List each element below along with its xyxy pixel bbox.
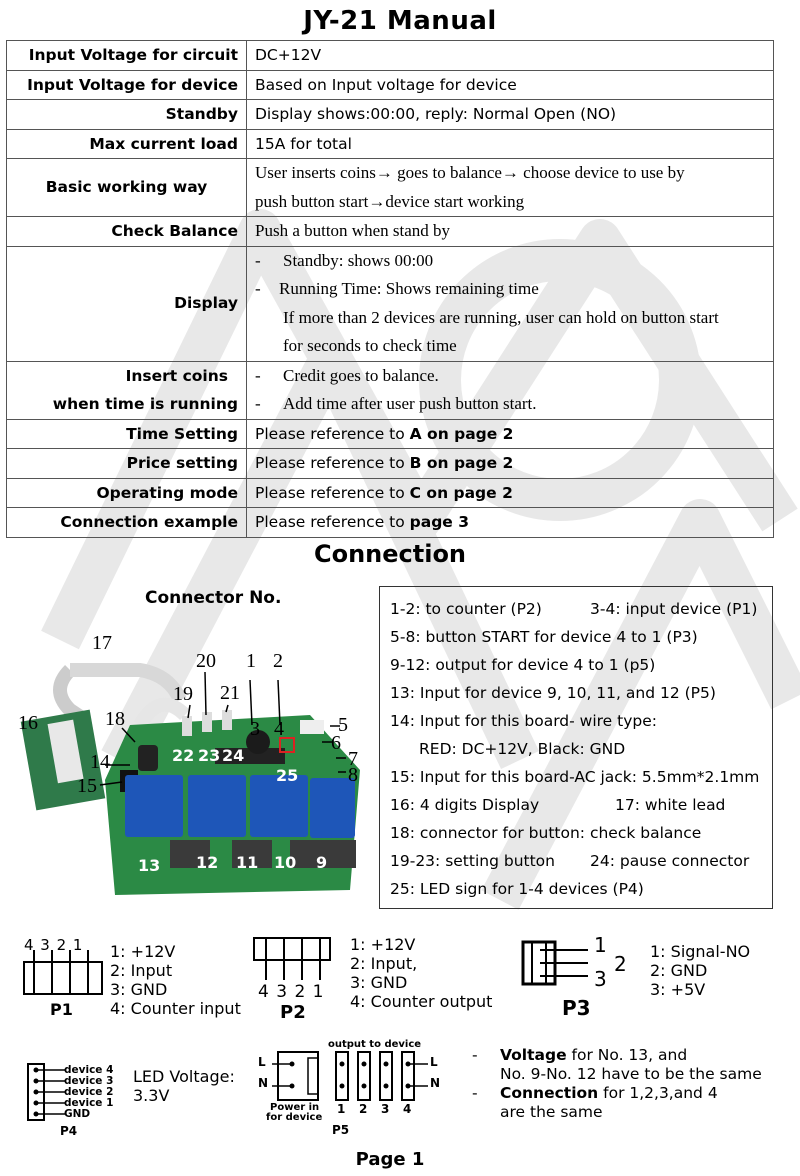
table-row	[7, 70, 774, 100]
spec-key: Operating mode	[7, 478, 247, 508]
board-label: 24	[222, 746, 245, 765]
spec-value: DC+12V	[247, 41, 774, 71]
spec-value: Please reference to C on page 2	[247, 478, 774, 508]
spec-key: Standby	[7, 100, 247, 130]
table-row	[7, 478, 774, 508]
table-row	[7, 217, 774, 247]
spec-key: Input Voltage for circuit	[7, 41, 247, 71]
p1-connector-icon	[22, 950, 106, 1000]
board-label: 9	[316, 853, 328, 872]
board-label: 17	[92, 632, 112, 654]
spec-key: Insert coins when time is running	[7, 361, 247, 419]
spec-key: Basic working way	[7, 159, 247, 217]
spec-key: Check Balance	[7, 217, 247, 247]
list-item: 19-23: setting button 24: pause connector	[390, 852, 750, 870]
spec-value: Please reference to page 3	[247, 508, 774, 538]
spec-value: Push a button when stand by	[247, 217, 774, 247]
table-row	[7, 419, 774, 449]
board-label: 22	[172, 746, 195, 765]
spec-value: User inserts coins→ goes to balance→ choose device to use by push button start→device start working	[247, 159, 774, 217]
spec-value: Please reference to A on page 2	[247, 419, 774, 449]
board-label: 12	[196, 853, 219, 872]
spec-value: - Credit goes to balance. - Add time after user push button start.	[247, 361, 774, 419]
spec-key: Display	[7, 246, 247, 361]
list-item: 1-2: to counter (P2) 3-4: input device (P1)	[390, 600, 758, 618]
board-label: 13	[138, 856, 161, 875]
spec-key: Connection example	[7, 508, 247, 538]
board-diagram	[10, 630, 380, 900]
page-number: Page 1	[355, 1149, 425, 1170]
board-label: 3	[250, 718, 260, 740]
table-row	[7, 449, 774, 479]
list-item: 13: Input for device 9, 10, 11, and 12 (P5)	[390, 684, 716, 702]
spec-value: Please reference to B on page 2	[247, 449, 774, 479]
list-item: 16: 4 digits Display 17: white lead	[390, 796, 726, 814]
p4-connector-icon	[24, 1062, 68, 1122]
board-label: 6	[331, 732, 341, 754]
connection-title: Connection	[313, 540, 467, 568]
p2-connector-icon	[252, 936, 332, 982]
board-label: 10	[274, 853, 297, 872]
spec-value: Display shows:00:00, reply: Normal Open (NO)	[247, 100, 774, 130]
table-row	[7, 159, 774, 217]
p3-connector-icon	[520, 938, 590, 988]
spec-value: - Standby: shows 00:00 - Running Time: Shows remaining time If more than 2 devices are running, user can hold on button start for seconds to check time	[247, 246, 774, 361]
table-row	[7, 508, 774, 538]
board-label: 1	[246, 650, 256, 672]
table-row	[7, 129, 774, 159]
board-label: 16	[18, 712, 38, 734]
board-label: 2	[273, 650, 283, 672]
list-item: 5-8: button START for device 4 to 1 (P3)	[390, 628, 698, 646]
spec-value: Based on Input voltage for device	[247, 70, 774, 100]
list-item: 25: LED sign for 1-4 devices (P4)	[390, 880, 644, 898]
board-label: 21	[220, 682, 240, 704]
manual-title: JY-21 Manual	[303, 6, 497, 36]
spec-key: Time Setting	[7, 419, 247, 449]
spec-table	[6, 40, 774, 538]
connector-legend	[379, 586, 773, 909]
list-item: 18: connector for button: check balance	[390, 824, 702, 842]
list-item: - Voltage for No. 13, and No. 9-No. 12 have to be the same	[472, 1046, 762, 1083]
spec-key: Input Voltage for device	[7, 70, 247, 100]
spec-key: Price setting	[7, 449, 247, 479]
board-label: 14	[90, 751, 110, 773]
list-item: 9-12: output for device 4 to 1 (p5)	[390, 656, 656, 674]
p5-connector-icon	[258, 1050, 448, 1102]
board-label: 8	[348, 764, 358, 786]
board-label: 20	[196, 650, 216, 672]
board-label: 5	[338, 714, 348, 736]
board-label: 11	[236, 853, 259, 872]
board-label: 18	[105, 708, 125, 730]
list-item: 14: Input for this board- wire type:	[390, 712, 657, 730]
list-item: 15: Input for this board-AC jack: 5.5mm*2.1mm	[390, 768, 760, 786]
table-row	[7, 100, 774, 130]
notes	[472, 1046, 762, 1122]
board-label: 25	[276, 766, 299, 785]
board-label: 19	[173, 683, 193, 705]
spec-value: 15A for total	[247, 129, 774, 159]
board-label: 15	[77, 775, 97, 797]
connector-label: Connector No.	[145, 588, 282, 608]
board-label: 4	[274, 718, 284, 740]
board-label: 23	[198, 746, 221, 765]
table-row	[7, 41, 774, 71]
list-item: - Connection for 1,2,3,and 4 are the same	[472, 1084, 718, 1121]
spec-key: Max current load	[7, 129, 247, 159]
list-item: RED: DC+12V, Black: GND	[419, 740, 626, 758]
table-row	[7, 246, 774, 361]
board-label: 7	[348, 748, 358, 770]
table-row	[7, 361, 774, 419]
